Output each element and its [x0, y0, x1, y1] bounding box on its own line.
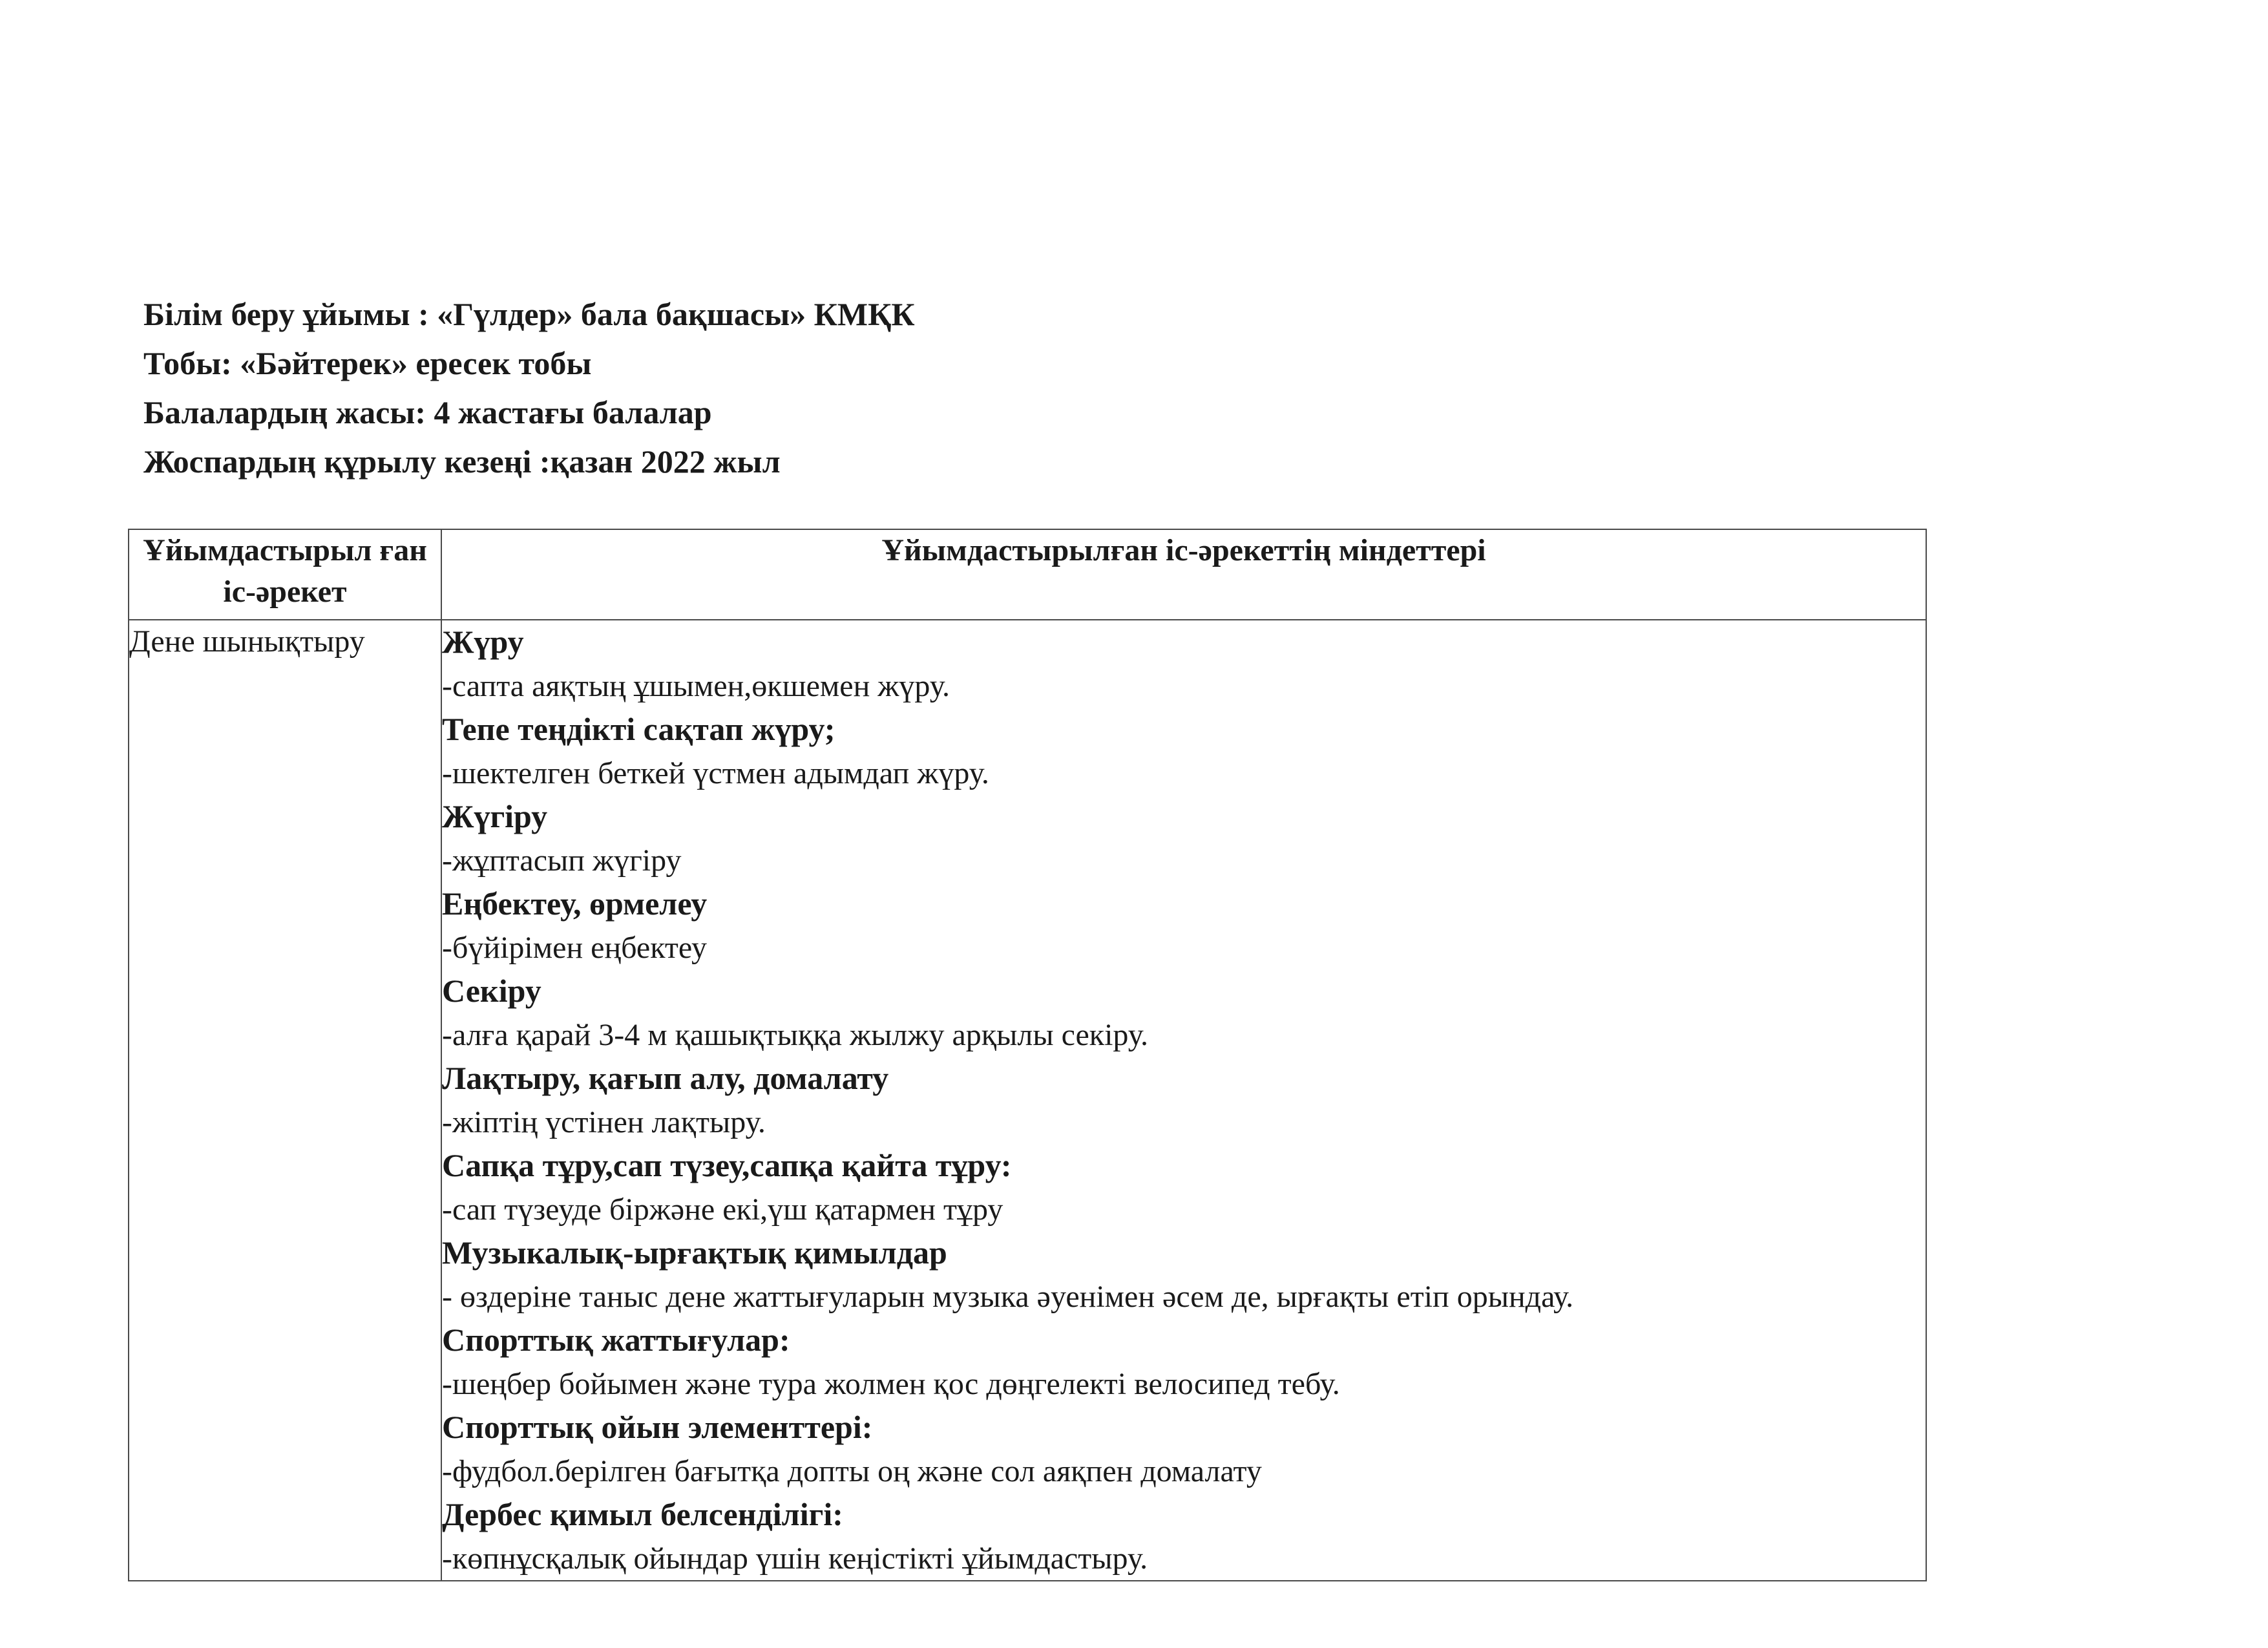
- task-heading: Лақтыру, қағып алу, домалату: [442, 1060, 889, 1096]
- task-block: [442, 1318, 1926, 1406]
- table-header-row: [129, 529, 1926, 620]
- task-heading: Музыкалық-ырғақтық қимылдар: [442, 1234, 947, 1271]
- task-block: [442, 620, 1926, 708]
- task-heading: Сапқа тұру,сап түзеу,сапқа қайта тұру:: [442, 1147, 1012, 1183]
- task-block: [442, 1406, 1926, 1493]
- task-block: [442, 708, 1926, 795]
- task-text: -алға қарай 3-4 м қашықтыққа жылжу арқылы секіру.: [442, 1017, 1148, 1052]
- task-block: [442, 1057, 1926, 1144]
- task-block: [442, 1231, 1926, 1318]
- task-text: -бүйірімен еңбектеу: [442, 930, 707, 965]
- task-block: [442, 1493, 1926, 1580]
- task-heading: Тепе теңдікті сақтап жүру;: [442, 711, 835, 747]
- task-heading: Дербес қимыл белсенділігі:: [442, 1496, 843, 1532]
- task-text: -жұптасып жүгіру: [442, 843, 682, 878]
- task-heading: Спорттық жаттығулар:: [442, 1322, 790, 1358]
- task-heading: Жүру: [442, 624, 524, 660]
- task-text: - өздеріне таныс дене жаттығуларын музыка әуенімен әсем де, ырғақты етіп орындау.: [442, 1279, 1574, 1314]
- column-header-activity: Ұйымдастырыл ған іс-әрекет: [129, 529, 441, 620]
- age-line: Балалардың жасы: 4 жастағы балалар: [143, 394, 712, 430]
- task-text: -сап түзеуде біржәне екі,үш қатармен тұру: [442, 1192, 1003, 1227]
- task-text: -сапта аяқтың ұшымен,өкшемен жүру.: [442, 668, 950, 703]
- task-block: [442, 1144, 1926, 1231]
- task-block: [442, 969, 1926, 1057]
- group-line: Тобы: «Бәйтерек» ересек тобы: [143, 345, 592, 381]
- task-text: -жіптің үстінен лақтыру.: [442, 1104, 766, 1139]
- table-row: [129, 620, 1926, 1581]
- plan-table: [128, 529, 1927, 1581]
- task-block: [442, 882, 1926, 969]
- tasks-cell: [441, 620, 1926, 1581]
- task-text: -фудбол.берілген бағытқа допты оң және сол аяқпен домалату: [442, 1453, 1262, 1488]
- document-header: [143, 290, 1823, 486]
- task-text: -шеңбер бойымен және тура жолмен қос дөңгелекті велосипед тебу.: [442, 1366, 1340, 1401]
- period-line: Жоспардың құрылу кезеңі :қазан 2022 жыл: [143, 443, 781, 480]
- task-heading: Еңбектеу, өрмелеу: [442, 885, 708, 922]
- column-header-tasks: Ұйымдастырылған іс-әрекеттің міндеттері: [441, 529, 1926, 620]
- task-text: -шектелген беткей үстмен адымдап жүру.: [442, 755, 989, 790]
- task-text: -көпнұсқалық ойындар үшін кеңістікті ұйымдастыру.: [442, 1541, 1148, 1576]
- task-block: [442, 795, 1926, 882]
- task-heading: Спорттық ойын элементтері:: [442, 1409, 873, 1445]
- organization-line: Білім беру ұйымы : «Гүлдер» бала бақшасы» КМҚК: [143, 296, 915, 332]
- task-heading: Жүгіру: [442, 798, 548, 834]
- task-heading: Секіру: [442, 973, 541, 1009]
- activity-area-cell: Дене шынықтыру: [129, 620, 441, 1581]
